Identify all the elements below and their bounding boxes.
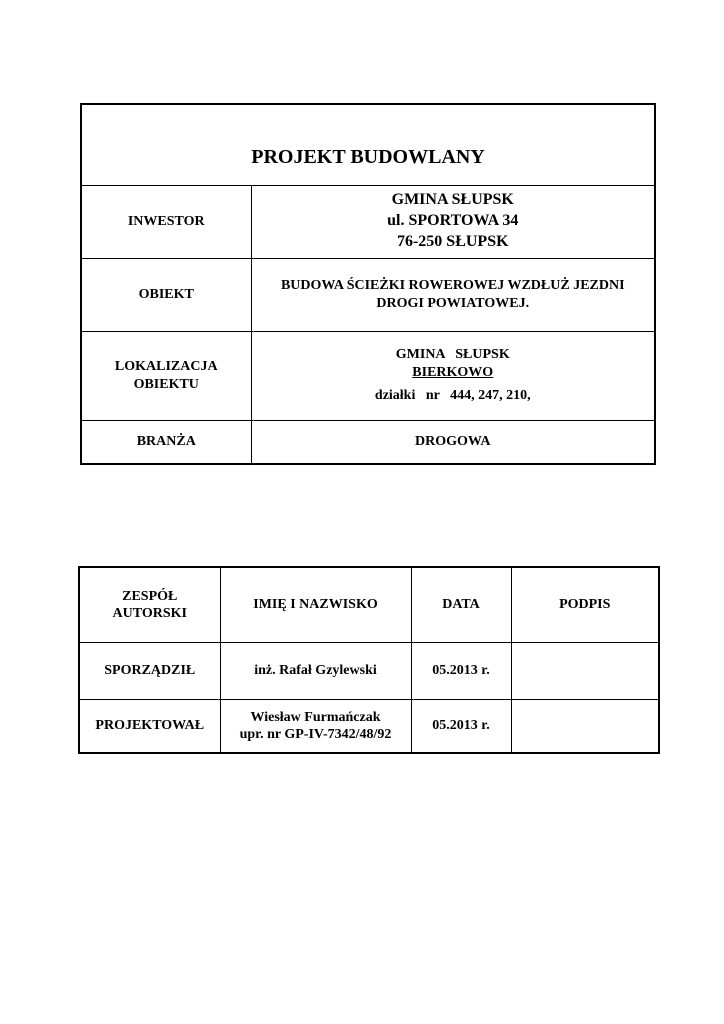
- object-row: [81, 258, 655, 331]
- signature-cell: [511, 700, 659, 754]
- date-cell: 05.2013 r.: [411, 643, 511, 700]
- investor-value: [251, 185, 655, 258]
- location-village: [258, 364, 649, 382]
- table-row: [79, 700, 659, 754]
- team-header-line-1: ZESPÓŁ: [122, 588, 178, 604]
- role-cell: PROJEKTOWAŁ: [79, 700, 220, 754]
- investor-label: INWESTOR: [81, 185, 251, 258]
- signature-header: PODPIS: [511, 567, 659, 643]
- team-header-line-2: AUTORSKI: [112, 606, 187, 621]
- date-cell: 05.2013 r.: [411, 700, 511, 754]
- page-title: [81, 104, 655, 185]
- name-cell: [220, 643, 411, 700]
- name-cell: [220, 700, 411, 754]
- project-info-table: [80, 103, 656, 465]
- location-village-text: BIERKOWO: [412, 364, 494, 380]
- object-label: OBIEKT: [81, 258, 251, 331]
- table-row: [79, 643, 659, 700]
- name-line-1: inż. Rafał Gzylewski: [254, 663, 377, 679]
- branch-label: BRANŻA: [81, 420, 251, 464]
- name-line-1: Wiesław Furmańczak: [250, 709, 381, 725]
- location-value: [251, 331, 655, 420]
- branch-value: DROGOWA: [251, 420, 655, 464]
- object-line-1: BUDOWA ŚCIEŻKI ROWEROWEJ WZDŁUŻ JEZDNI: [280, 278, 625, 293]
- team-header: [79, 567, 220, 643]
- object-line-2: DROGI POWIATOWEJ.: [376, 295, 530, 311]
- signature-cell: [511, 643, 659, 700]
- investor-street: ul. SPORTOWA 34: [387, 212, 519, 230]
- location-label: [81, 331, 251, 420]
- author-team-table: [78, 566, 660, 754]
- location-municipality: GMINA SŁUPSK: [395, 347, 510, 363]
- investor-row: [81, 185, 655, 258]
- investor-name: GMINA SŁUPSK: [391, 191, 514, 209]
- team-header-row: [79, 567, 659, 643]
- date-header: DATA: [411, 567, 511, 643]
- object-value: [251, 258, 655, 331]
- location-row: [81, 331, 655, 420]
- location-label-line-1: LOKALIZACJA: [114, 359, 218, 374]
- name-line-2: upr. nr GP-IV-7342/48/92: [239, 727, 392, 742]
- role-cell: SPORZĄDZIŁ: [79, 643, 220, 700]
- investor-city: 76-250 SŁUPSK: [396, 232, 509, 250]
- name-header: IMIĘ I NAZWISKO: [220, 567, 411, 643]
- location-plots: działki nr 444, 247, 210,: [374, 388, 531, 404]
- project-title: PROJEKT BUDOWLANY: [251, 146, 485, 169]
- location-label-line-2: OBIEKTU: [133, 376, 199, 392]
- branch-row: [81, 420, 655, 464]
